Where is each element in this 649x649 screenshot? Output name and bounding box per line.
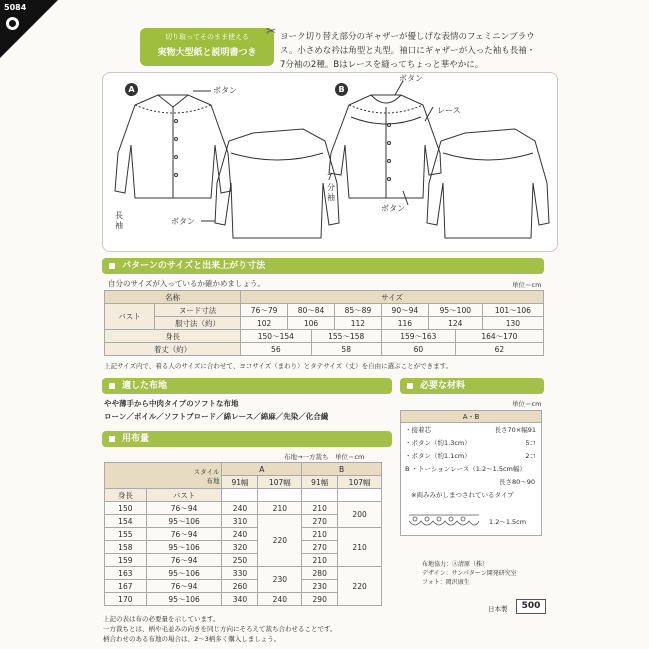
yardage-height: 158 [105, 541, 147, 554]
yardage-style-label: スタイル [193, 467, 220, 476]
yardage-cell: 310 [222, 515, 258, 528]
fabric-line2: ローン／ボイル／ソフトブロード／綿レース／綿麻／先染／化合繊 [104, 412, 329, 421]
yardage-cell: 230 [258, 567, 302, 593]
yardage-bust: 76〜94 [146, 528, 222, 541]
size-unit: 単位＝cm [512, 281, 542, 289]
callout-long-sleeve: 長袖 [115, 211, 123, 230]
intro-line: ヨーク切り替え部分のギャザーが優しげな表情のフェミニンブラウ [280, 32, 535, 42]
materials-unit: 単位＝cm [512, 400, 542, 408]
yardage-bust: 95〜106 [146, 541, 222, 554]
blouse-a-back [215, 129, 339, 238]
material-lace-size: 1.2〜1.5cm [489, 518, 527, 526]
size-row-height: 身長 [105, 330, 241, 343]
yardage-cell: 280 [302, 567, 338, 580]
yardage-cell: 230 [302, 580, 338, 593]
material-lace [401, 462, 541, 475]
intro-text [280, 30, 540, 72]
yardage-footnotes [103, 614, 336, 644]
credit-line: デザイン：サンパターン開発研究室 [422, 570, 517, 577]
scissors-icon: ✂ [266, 24, 277, 38]
size-row-finished: 服寸法（約） [155, 317, 241, 330]
size-cell: 106 [288, 317, 335, 330]
callout-lace: レース [437, 106, 461, 115]
yardage-table [104, 462, 382, 606]
materials-head: A・B [401, 411, 541, 423]
yardage-w91: 91幅 [302, 476, 338, 489]
blouse-b-front [329, 95, 441, 198]
size-cell: 90〜94 [381, 304, 428, 317]
yardage-cell: 200 [338, 502, 382, 528]
yardage-bust: 95〜106 [146, 515, 222, 528]
size-cell: 102 [241, 317, 288, 330]
feature-tag [140, 28, 274, 66]
price-box: 500 [516, 599, 546, 614]
feature-tag-line1: 切り取ってそのまま使える [165, 33, 249, 41]
callout-seven-sleeve: 7分袖 [327, 173, 335, 202]
style-b-badge: B [335, 83, 348, 96]
size-row-bust: バスト [105, 304, 155, 330]
yardage-section-title: 用布量 [102, 431, 392, 447]
callout-button-a1: ボタン [213, 86, 237, 95]
brand-ring-icon [6, 17, 19, 30]
size-cell: 80〜84 [288, 304, 335, 317]
fabric-section-title: 適した布地 [102, 378, 392, 394]
size-table [104, 290, 544, 356]
yardage-height: 167 [105, 580, 147, 593]
size-col-name: 名称 [105, 291, 241, 304]
style-a-badge: A [125, 83, 138, 96]
pattern-code: 5084 [4, 3, 27, 12]
made-in-japan: 日本製 [488, 605, 508, 613]
size-cell: 130 [482, 317, 543, 330]
credit-line: 布地協力：Ⓐ清原（株） [422, 561, 489, 568]
yardage-cell: 320 [222, 541, 258, 554]
material-lace-note: ※両みみがしまつされているタイプ [411, 491, 514, 499]
size-cell: 164〜170 [455, 330, 543, 343]
yardage-w107: 107幅 [258, 476, 302, 489]
lace-sample-icon [409, 511, 479, 533]
yardage-cell: 270 [302, 515, 338, 528]
size-col-size: サイズ [241, 291, 544, 304]
size-cell: 150〜154 [241, 330, 311, 343]
yardage-corner [105, 463, 222, 489]
materials-section-title: 必要な材料 [400, 378, 544, 394]
callout-button-a2: ボタン [171, 217, 195, 226]
yardage-height-label: 身長 [105, 489, 147, 502]
yardage-footnote: 上記の表は布の必要量を示しています。 [103, 615, 220, 623]
fabric-line1: やや薄手から中肉タイプのソフトな布地 [104, 399, 239, 408]
callout-button-b1: ボタン [399, 74, 423, 83]
yardage-style-b: B [302, 463, 382, 476]
yardage-cell: 260 [222, 580, 258, 593]
yardage-cell: 250 [222, 554, 258, 567]
yardage-bust: 95〜106 [146, 567, 222, 580]
yardage-cell: 330 [222, 567, 258, 580]
yardage-bust: 76〜94 [146, 580, 222, 593]
size-cell: 159〜163 [381, 330, 455, 343]
yardage-cell: 240 [222, 528, 258, 541]
yardage-cell: 220 [338, 567, 382, 606]
yardage-bust: 76〜94 [146, 502, 222, 515]
credit-line: フォト：岡沢康生 [422, 579, 470, 586]
material-button1 [401, 436, 541, 449]
credits [422, 560, 517, 587]
yardage-height: 150 [105, 502, 147, 515]
yardage-fabric-label: 布地 [206, 476, 220, 485]
size-cell: 155〜158 [311, 330, 381, 343]
yardage-cell: 210 [338, 528, 382, 567]
size-cell: 62 [455, 343, 543, 356]
yardage-footnote: 柄合わせのある布地の場合は、2〜3柄多く購入しましょう。 [103, 635, 281, 643]
yardage-cell: 290 [302, 593, 338, 606]
yardage-cell: 240 [258, 593, 302, 606]
size-section-title: パターンのサイズと出来上がり寸法 [102, 258, 544, 274]
size-cell: 56 [241, 343, 311, 356]
yardage-footnote: 一方裁ちとは、柄や毛並みの向きを同じ方向にそろえて裁ち合わせることです。 [103, 625, 337, 633]
yardage-height: 159 [105, 554, 147, 567]
blouse-a-front [115, 95, 231, 198]
material-value: 長さ70×幅91 [494, 426, 536, 434]
intro-line: ス。小さめな衿は角型と丸型。袖口にギャザーが入った袖も長袖・ [280, 46, 536, 56]
size-cell: 101〜106 [482, 304, 543, 317]
yardage-height: 163 [105, 567, 147, 580]
yardage-style-a: A [222, 463, 302, 476]
size-cell: 76〜79 [241, 304, 288, 317]
yardage-bust: 76〜94 [146, 554, 222, 567]
yardage-cell: 210 [258, 502, 302, 515]
feature-tag-line2: 実物大型紙と説明書つき [157, 48, 257, 58]
material-label: ・ボタン（約1.3cm） [405, 439, 471, 447]
material-label: B ・トーションレース（1.2〜1.5cm幅） [405, 465, 526, 473]
intro-line: 7分袖の2種。Bはレースを縫ってちょっと華やかに。 [280, 60, 484, 70]
yardage-height: 170 [105, 593, 147, 606]
blouse-b-back [427, 129, 549, 238]
yardage-bust: 95〜106 [146, 593, 222, 606]
yardage-height: 154 [105, 515, 147, 528]
size-cell: 58 [311, 343, 381, 356]
yardage-cell: 210 [302, 502, 338, 515]
material-lace-length: 長さ80〜90 [498, 478, 535, 486]
yardage-bust-label: バスト [146, 489, 222, 502]
material-label: ・接着芯 [405, 426, 431, 434]
material-interfacing [401, 423, 541, 436]
size-cell: 60 [381, 343, 455, 356]
illustration-panel [102, 72, 558, 252]
material-button2 [401, 449, 541, 462]
size-cell: 95〜100 [428, 304, 482, 317]
size-cell: 124 [428, 317, 482, 330]
material-value: 5コ [525, 439, 536, 447]
yardage-cell: 340 [222, 593, 258, 606]
yardage-cell: 220 [258, 515, 302, 567]
size-note: 自分のサイズが入っているか確かめましょう。 [108, 279, 265, 288]
size-row-length: 着丈（約） [105, 343, 241, 356]
size-cell: 85〜89 [334, 304, 381, 317]
material-value: 2コ [525, 452, 536, 460]
materials-box [400, 410, 542, 536]
callout-button-b2: ボタン [381, 204, 405, 213]
size-footnote: 上記サイズ内で、着る人のサイズに合わせて、ヨコサイズ（まわり）とタテサイズ（丈）を自由に選ぶことができます。 [104, 362, 453, 370]
yardage-cell: 210 [302, 528, 338, 541]
yardage-w107: 107幅 [338, 476, 382, 489]
size-cell: 116 [381, 317, 428, 330]
yardage-cell: 240 [222, 502, 258, 515]
yardage-unit: 布地→一方裁ち 単位＝cm [284, 453, 365, 461]
size-cell: 112 [334, 317, 381, 330]
yardage-w91: 91幅 [222, 476, 258, 489]
yardage-cell: 270 [302, 541, 338, 554]
material-label: ・ボタン（約1.1cm） [405, 452, 471, 460]
yardage-height: 155 [105, 528, 147, 541]
size-row-nude: ヌード寸法 [155, 304, 241, 317]
yardage-cell: 210 [302, 554, 338, 567]
